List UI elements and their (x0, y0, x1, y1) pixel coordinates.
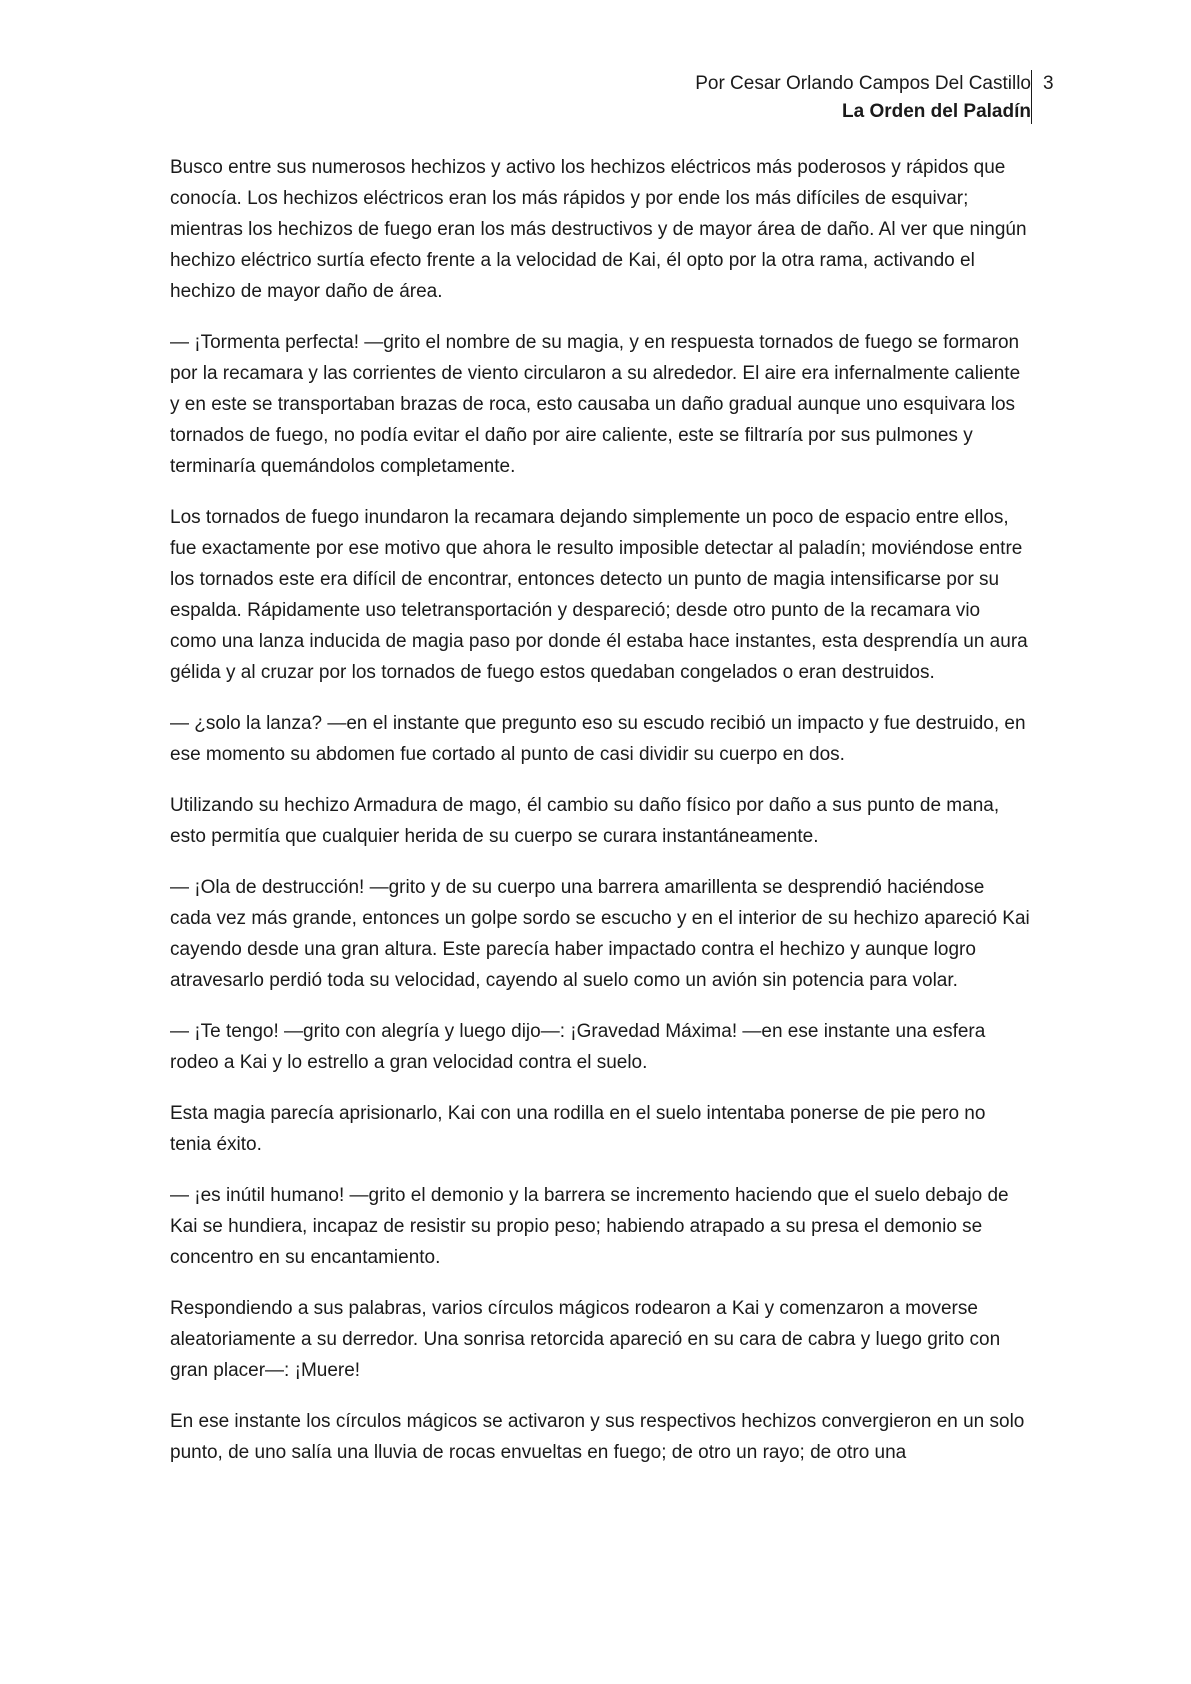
paragraph: En ese instante los círculos mágicos se activaron y sus respectivos hechizos convergieron en un solo punto, de uno salía una lluvia de rocas envueltas en fuego; de otro un rayo; de otro una (170, 1411, 1025, 1463)
header-author: Por Cesar Orlando Campos Del Castillo (695, 73, 1031, 94)
body-text (170, 152, 1030, 1488)
paragraph: Respondiendo a sus palabras, varios círculos mágicos rodearon a Kai y comenzaron a moverse aleatoriamente a su derredor. Una sonrisa retorcida apareció en su cara de cabra y luego grito con gran placer—: ¡Muere! (170, 1298, 1001, 1381)
header-divider (1031, 70, 1032, 124)
paragraph: Busco entre sus numerosos hechizos y activo los hechizos eléctricos más poderosos y rápidos que conocía. Los hechizos eléctricos eran los más rápidos y por ende los más difíciles de esquivar; mientras los hechizos de fuego eran los más destructivos y de mayor área de daño. Al ver que ningún hechizo eléctrico surtía efecto frente a la velocidad de Kai, él opto por la otra rama, activando el hechizo de mayor daño de área. (170, 157, 1027, 302)
paragraph: Esta magia parecía aprisionarlo, Kai con una rodilla en el suelo intentaba ponerse de pie pero no tenia éxito. (170, 1103, 986, 1155)
paragraph: — ¿solo la lanza? —en el instante que pregunto eso su escudo recibió un impacto y fue destruido, en ese momento su abdomen fue cortado al punto de casi dividir su cuerpo en dos. (170, 713, 1026, 765)
paragraph: — ¡es inútil humano! —grito el demonio y la barrera se incremento haciendo que el suelo debajo de Kai se hundiera, incapaz de resistir su propio peso; habiendo atrapado a su presa el demonio se concentro en su encantamiento. (170, 1185, 1009, 1268)
header-book-title: La Orden del Paladín (842, 101, 1031, 122)
paragraph: Utilizando su hechizo Armadura de mago, él cambio su daño físico por daño a sus punto de mana, esto permitía que cualquier herida de su cuerpo se curara instantáneamente. (170, 795, 1000, 847)
paragraph: — ¡Ola de destrucción! —grito y de su cuerpo una barrera amarillenta se desprendió haciéndose cada vez más grande, entonces un golpe sordo se escucho y en el interior de su hechizo apareció Kai cayendo desde una gran altura. Este parecía haber impactado contra el hechizo y aunque logro atravesarlo perdió toda su velocidad, cayendo al suelo como un avión sin potencia para volar. (170, 877, 1030, 991)
page-header (695, 70, 1031, 126)
page-number: 3 (1043, 73, 1054, 94)
paragraph: Los tornados de fuego inundaron la recamara dejando simplemente un poco de espacio entre ellos, fue exactamente por ese motivo que ahora le resulto imposible detectar al paladín; moviéndose entre los tornados este era difícil de encontrar, entonces detecto un punto de magia intensificarse por su espalda. Rápidamente uso teletransportación y despareció; desde otro punto de la recamara vio como una lanza inducida de magia paso por donde él estaba hace instantes, esta desprendía un aura gélida y al cruzar por los tornados de fuego estos quedaban congelados o eran destruidos. (170, 507, 1028, 683)
paragraph: — ¡Tormenta perfecta! —grito el nombre de su magia, y en respuesta tornados de fuego se formaron por la recamara y las corrientes de viento circularon a su alrededor. El aire era infernalmente caliente y en este se transportaban brazas de roca, esto causaba un daño gradual aunque uno esquivara los tornados de fuego, no podía evitar el daño por aire caliente, este se filtraría por sus pulmones y terminaría quemándolos completamente. (170, 332, 1021, 477)
paragraph: — ¡Te tengo! —grito con alegría y luego dijo—: ¡Gravedad Máxima! —en ese instante una esfera rodeo a Kai y lo estrello a gran velocidad contra el suelo. (170, 1021, 986, 1073)
